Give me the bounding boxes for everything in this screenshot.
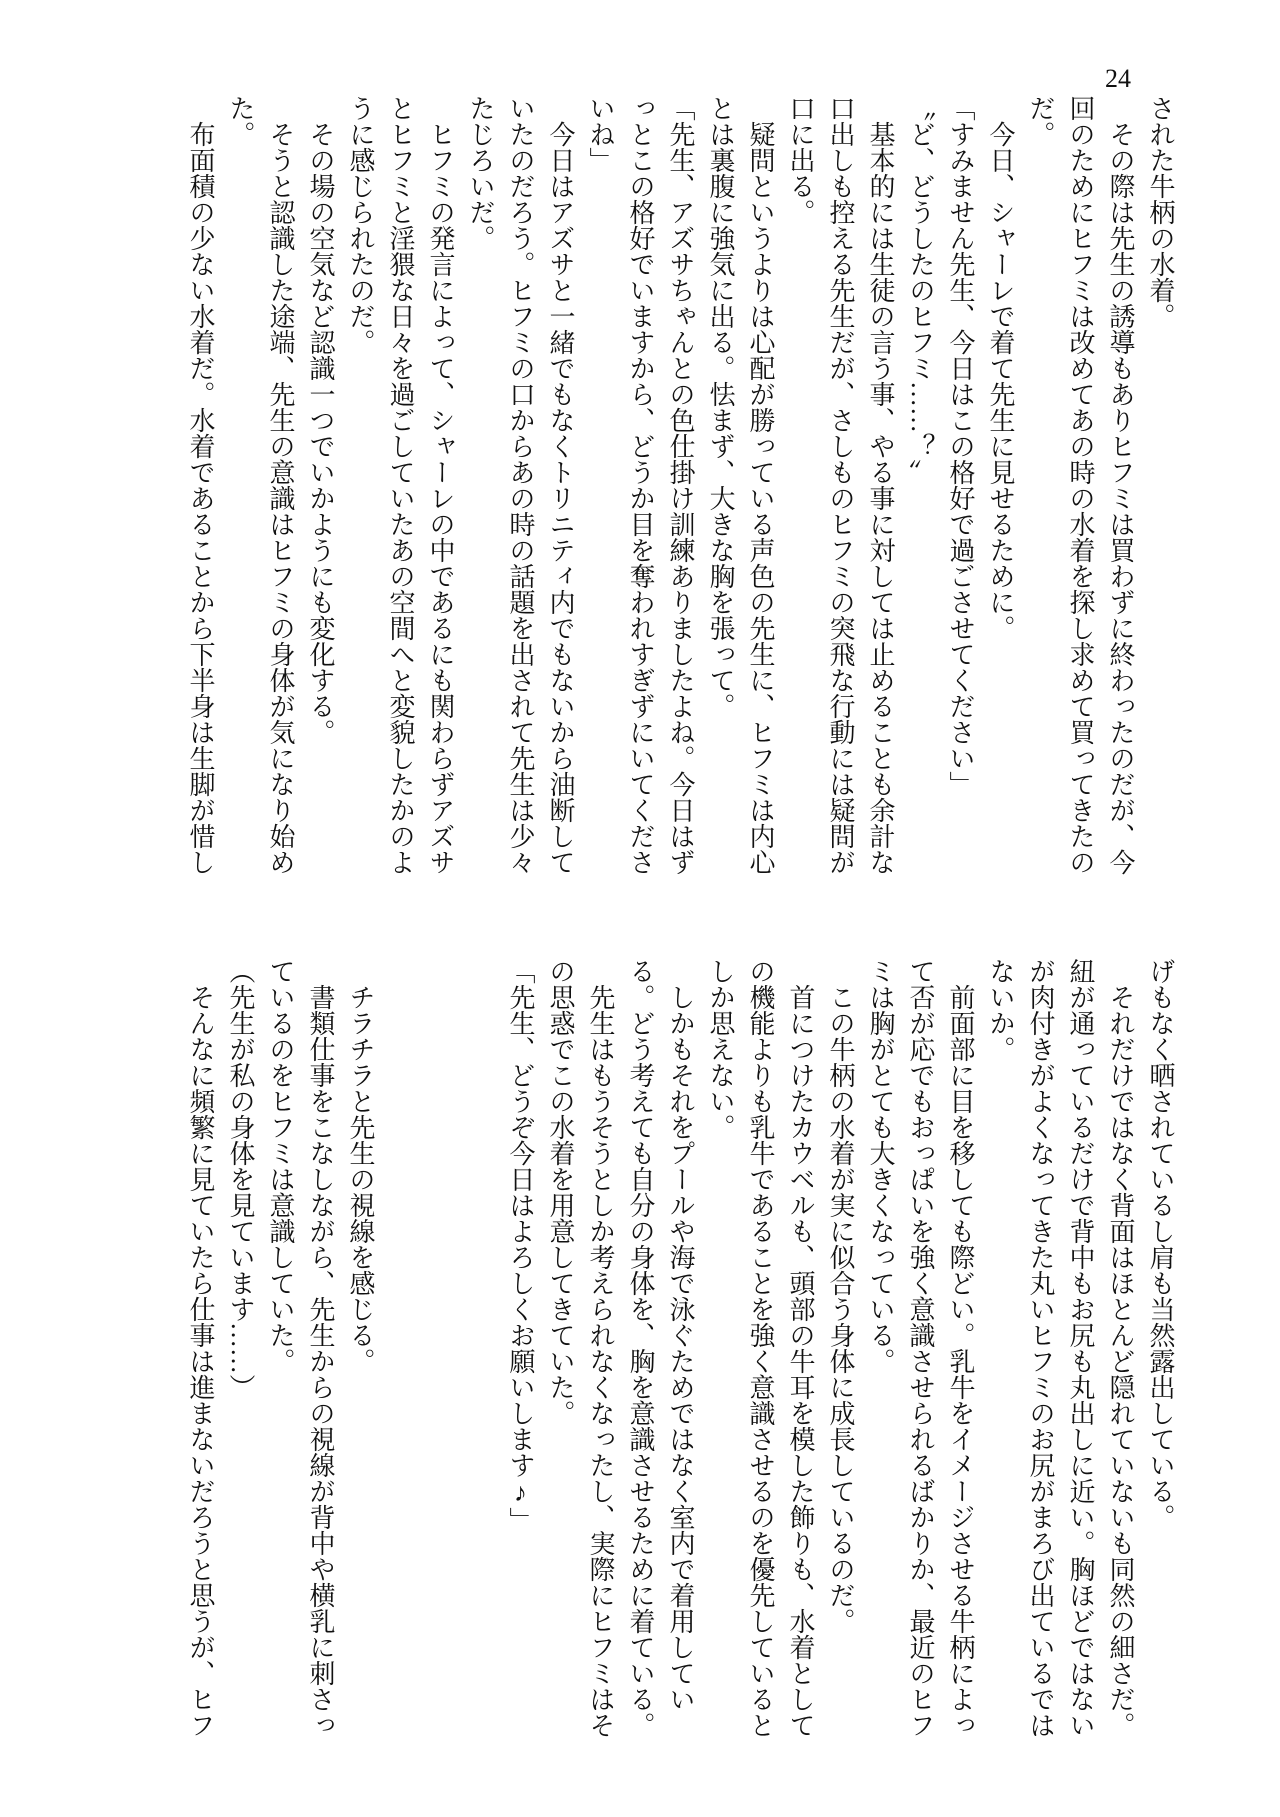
paragraph: チラチラと先生の視線を感じる。: [346, 984, 375, 1374]
page-number: 24: [1105, 64, 1131, 93]
paragraph: しかもそれをプールや海で泳ぐためではなく室内で着用している。どう考えても自分の身体を、胸を意識させるために着ている。: [626, 958, 695, 1738]
paragraph: そんなに頻繁に見ていたら仕事は進まないだろうと思うが、ヒフ: [186, 984, 215, 1738]
paragraph: 首につけたカウベルも、頭部の牛耳を模した飾りも、水着としての機能よりも乳牛であることを強く意識させるのを優先しているとしか思えない。: [706, 958, 815, 1738]
paragraph: 疑問というよりは心配が勝っている声色の先生に、ヒフミは内心とは裏腹に強気に出る。怯まず、大きな胸を張って。: [706, 95, 775, 875]
paragraph: その場の空気など認識一つでいかようにも変化する。: [306, 121, 335, 745]
paragraph: ヒフミの発言によって、シャーレの中であるにも関わらずアズサとヒフミと淫猥な日々を過ごしていたあの空間へと変貌したかのように感じられたのだ。: [346, 95, 455, 875]
paragraph: 基本的には生徒の言う事、やる事に対しては止めることも余計な口出しも控える先生だが、さしものヒフミの突飛な行動には疑問が口に出る。: [786, 95, 895, 875]
paragraph: された牛柄の水着。: [1146, 95, 1175, 329]
paragraph: 「先生、どうぞ今日はよろしくお願いします♪」: [506, 958, 535, 1533]
paragraph: 書類仕事をこなしながら、先生からの視線が背中や横乳に刺さっているのをヒフミは意識していた。: [266, 958, 335, 1738]
paragraph: それだけではなく背面はほとんど隠れていないも同然の細さだ。紐が通っているだけで背中もお尻も丸出しに近い。胸ほどではないが肉付きがよくなってきた丸いヒフミのお尻がまろび出ているではないか。: [986, 958, 1135, 1738]
paragraph: 〝ど、どうしたのヒフミ……？〟: [906, 95, 935, 485]
paragraph: 「先生、アズサちゃんとの色仕掛け訓練ありましたよね。今日はずっとこの格好でいますから、どうか目を奪われすぎずにいてくださいね」: [586, 95, 695, 875]
text-band-lower: [180, 958, 1180, 1742]
paragraph: 布面積の少ない水着だ。水着であることから下半身は生脚が惜し: [186, 121, 215, 875]
paragraph: 前面部に目を移しても際どい。乳牛をイメージさせる牛柄によって否が応でもおっぱいを強く意識させられるばかりか、最近のヒフミは胸がとても大きくなっている。: [866, 958, 975, 1738]
paragraph: この牛柄の水着が実に似合う身体に成長しているのだ。: [826, 984, 855, 1634]
blank-line: [420, 958, 460, 1742]
paragraph: 今日、シャーレで着て先生に見せるために。: [986, 121, 1015, 641]
text-band-upper: [180, 95, 1180, 879]
paragraph: 先生はもうそうとしか考えられなくなったし、実際にヒフミはその思惑でこの水着を用意してきていた。: [546, 958, 615, 1738]
paragraph: 今日はアズサと一緒でもなくトリニティ内でもないから油断していたのだろう。ヒフミの口からあの時の話題を出されて先生は少々たじろいだ。: [466, 95, 575, 875]
blank-line: [460, 958, 500, 1742]
paragraph: （先生が私の身体を見ています……）: [226, 958, 255, 1400]
paragraph: その際は先生の誘導もありヒフミは買わずに終わったのだが、今回のためにヒフミは改めてあの時の水着を探し求めて買ってきたのだ。: [1026, 95, 1135, 875]
paragraph: げもなく晒されているし肩も当然露出している。: [1146, 958, 1175, 1530]
paragraph: そうと認識した途端、先生の意識はヒフミの身体が気になり始めた。: [226, 95, 295, 875]
blank-line: [380, 958, 420, 1742]
paragraph: 「すみません先生、今日はこの格好で過ごさせてください」: [946, 95, 975, 797]
